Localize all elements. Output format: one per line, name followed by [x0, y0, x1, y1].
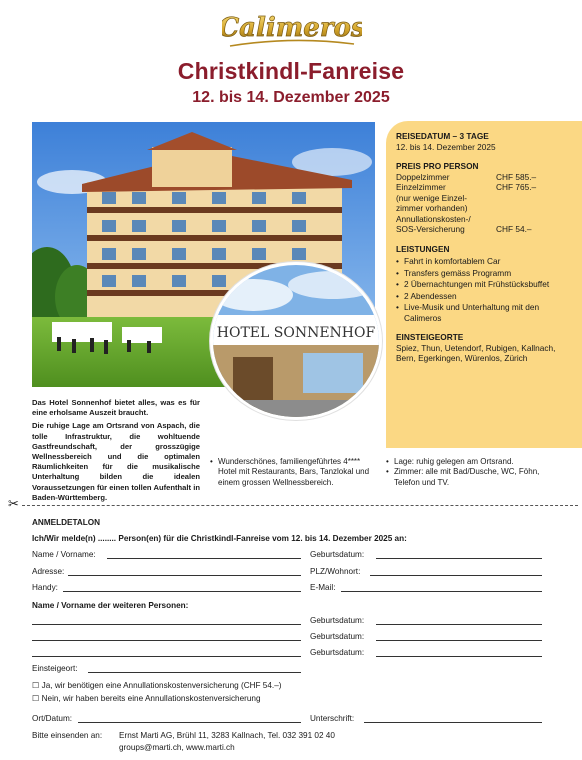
- price-row: [396, 224, 576, 235]
- geburt-field[interactable]: [376, 558, 542, 559]
- checkbox-icon[interactable]: ☐: [32, 694, 40, 703]
- einsteige-heading: EINSTEIGEORTE: [396, 332, 464, 342]
- intro-paragraph: Die ruhige Lage am Ortsrand von Aspach, die tolle Infrastruktur, die wohltuende Gastfreundschaft, der grosszügige Wellnessbereich und die optimalen Räumlichkeiten für die musikalische Unterhaltung bilden die idealen Voraussetzungen für einen tollen Aufenthalt in Baden-Württemberg.: [32, 421, 200, 502]
- weitere-geburt-field[interactable]: [376, 624, 542, 625]
- price-label: Einzelzimmer: [396, 182, 446, 192]
- trip-info-panel: [386, 121, 582, 448]
- features-right: [386, 457, 566, 488]
- scissors-icon: ✂: [8, 496, 19, 511]
- plz-field[interactable]: [370, 575, 542, 576]
- geburt-label: Geburtsdatum:: [310, 550, 365, 559]
- weitere-name-field[interactable]: [32, 624, 301, 625]
- option-no[interactable]: [32, 694, 261, 704]
- reisedatum-value: 12. bis 14. Dezember 2025: [396, 141, 496, 152]
- cut-line: [22, 505, 578, 506]
- intro-paragraph: Das Hotel Sonnenhof bietet alles, was es für eine erholsame Auszeit braucht.: [32, 398, 200, 418]
- price-note: zimmer vorhanden): [396, 203, 468, 213]
- list-item: • 2 Übernachtungen mit Frühstücksbuffet: [396, 279, 576, 290]
- adresse-label: Adresse:: [32, 567, 65, 576]
- geburt-label: Geburtsdatum:: [310, 616, 365, 625]
- weitere-label: Name / Vorname der weiteren Personen:: [32, 601, 189, 610]
- option-yes-label: Ja, wir benötigen eine Annullationskostenversicherung (CHF 54.–): [41, 681, 282, 690]
- logo-text: Calimeros: [222, 13, 362, 43]
- name-label: Name / Vorname:: [32, 550, 96, 559]
- email-field[interactable]: [341, 591, 542, 592]
- handy-label: Handy:: [32, 583, 58, 592]
- list-item: • Live-Musik und Unterhaltung mit den Calimeros: [396, 302, 576, 323]
- weitere-name-field[interactable]: [32, 640, 301, 641]
- weitere-name-field[interactable]: [32, 656, 301, 657]
- send-address: Ernst Marti AG, Brühl 11, 3283 Kallnach, Tel. 032 391 02 40: [119, 731, 335, 740]
- weitere-geburt-field[interactable]: [376, 656, 542, 657]
- price-row: [396, 172, 576, 183]
- list-item: • Fahrt in komfortablem Car: [396, 256, 576, 267]
- price-note: (nur wenige Einzel-: [396, 192, 468, 203]
- calimeros-logo: [222, 6, 362, 54]
- name-field[interactable]: [107, 558, 301, 559]
- einsteige-text: Spiez, Thun, Uetendorf, Rubigen, Kallnach, Bern, Egerkingen, Würenlos, Zürich: [396, 342, 556, 363]
- intro-text: [32, 398, 200, 506]
- handy-field[interactable]: [63, 591, 301, 592]
- price-value: CHF 585.–: [496, 171, 537, 182]
- einsteigeort-field[interactable]: [88, 672, 301, 673]
- einsteigeort-label: Einsteigeort:: [32, 664, 78, 673]
- page-subtitle: 12. bis 14. Dezember 2025: [192, 89, 390, 106]
- adresse-field[interactable]: [68, 575, 301, 576]
- email-label: E-Mail:: [310, 583, 336, 592]
- geburt-label: Geburtsdatum:: [310, 648, 365, 657]
- price-row: [396, 182, 576, 193]
- hotel-sign-text: HOTEL SONNENHOF: [216, 325, 376, 341]
- send-contact: groups@marti.ch, www.marti.ch: [119, 743, 235, 752]
- list-item: • Transfers gemäss Programm: [396, 268, 576, 279]
- unterschrift-label: Unterschrift:: [310, 714, 355, 723]
- form-intro: Ich/Wir melde(n) ........ Person(en) für die Christkindl-Fanreise vom 12. bis 14. Dezember 2025 an:: [32, 534, 407, 543]
- geburt-label: Geburtsdatum:: [310, 632, 365, 641]
- ortdatum-label: Ort/Datum:: [32, 714, 73, 723]
- price-label: Doppelzimmer: [396, 171, 450, 182]
- send-label: Bitte einsenden an:: [32, 731, 103, 740]
- hotel-entrance-photo: [210, 262, 382, 420]
- ortdatum-field[interactable]: [78, 722, 301, 723]
- list-item: • Lage: ruhig gelegen am Ortsrand.: [386, 457, 566, 467]
- leistungen-heading: LEISTUNGEN: [396, 243, 450, 254]
- list-item: • Wunderschönes, familiengeführtes 4**** Hotel mit Restaurants, Bars, Tanzlokal und einem grossen Wellnessbereich.: [210, 457, 380, 488]
- preis-heading: PREIS PRO PERSON: [396, 161, 479, 171]
- features-left: [210, 457, 380, 488]
- plz-label: PLZ/Wohnort:: [310, 567, 361, 576]
- reisedatum-heading: REISEDATUM – 3 TAGE: [396, 131, 489, 141]
- weitere-geburt-field[interactable]: [376, 640, 542, 641]
- unterschrift-field[interactable]: [364, 722, 542, 723]
- form-heading: ANMELDETALON: [32, 518, 101, 527]
- list-item: • Zimmer: alle mit Bad/Dusche, WC, Föhn, Telefon und TV.: [386, 467, 566, 488]
- list-item: • 2 Abendessen: [396, 291, 576, 302]
- checkbox-icon[interactable]: ☐: [32, 681, 40, 690]
- page-title: Christkindl-Fanreise: [177, 58, 405, 84]
- annul-label: Annullationskosten-/: [396, 213, 471, 224]
- price-label: SOS-Versicherung: [396, 224, 465, 234]
- option-no-label: Nein, wir haben bereits eine Annullationskostenversicherung: [41, 694, 261, 703]
- price-value: CHF 765.–: [496, 182, 537, 192]
- price-value: CHF 54.–: [496, 224, 532, 234]
- option-yes[interactable]: [32, 681, 281, 691]
- leistungen-list: [396, 256, 576, 323]
